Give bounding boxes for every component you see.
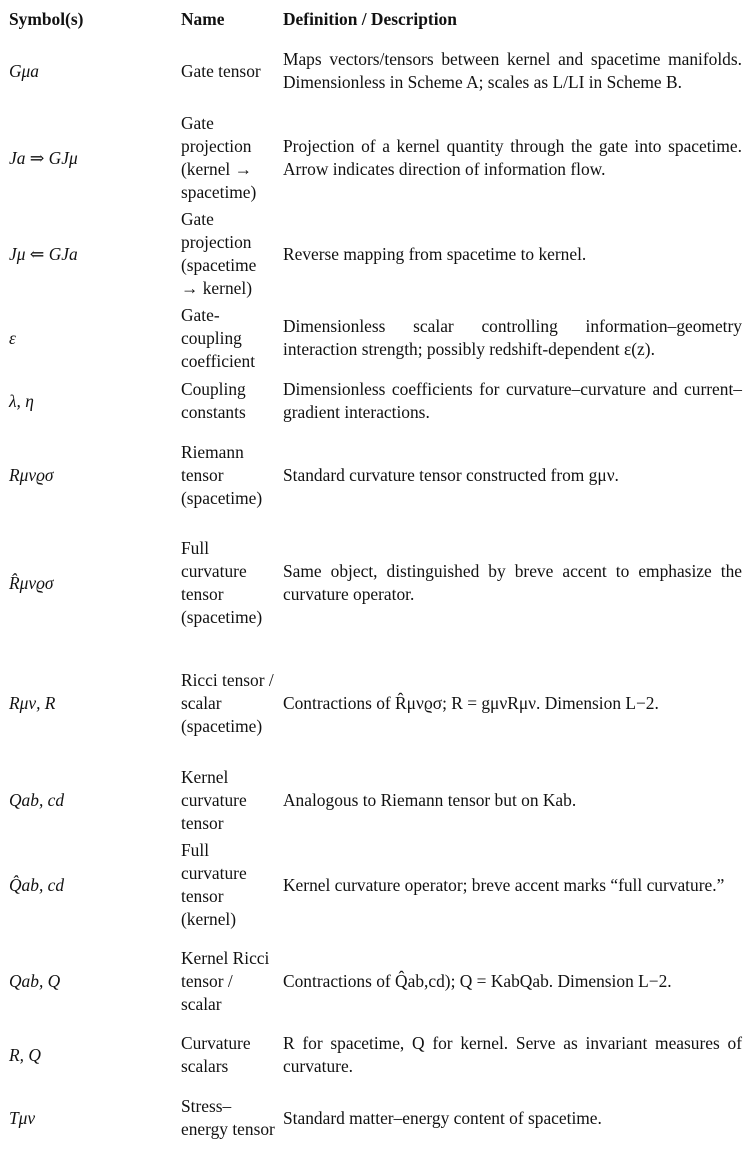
table-row (9, 763, 742, 837)
row-symbol: Rμνϱσ (9, 464, 54, 485)
row-name: Gate projection (kernel → spacetime) (181, 113, 257, 202)
header-symbol: Symbol(s) (9, 9, 84, 29)
row-definition: Dimensionless coefficients for curvature–curvature and current–gradient interactions. (283, 379, 742, 422)
row-symbol: Tμν (9, 1107, 36, 1128)
header-name: Name (181, 9, 225, 29)
row-definition: Maps vectors/tensors between kernel and spacetime manifolds. Dimensionless in Scheme A; scales as L/LI in Scheme B. (283, 49, 742, 92)
row-symbol: λ, η (9, 390, 34, 411)
table-row (9, 1081, 742, 1155)
header-definition: Definition / Description (283, 9, 457, 29)
row-symbol: Jμ ⇐ GJa (9, 243, 78, 264)
table-row (9, 933, 742, 1029)
row-name: Stress–energy tensor (181, 1096, 275, 1139)
row-symbol: ε (9, 327, 16, 348)
row-name: Curvature scalars (181, 1033, 251, 1076)
table-row (9, 523, 742, 643)
row-definition: Contractions of R̂μνϱσ; R = gμνRμν. Dimension L−2. (283, 692, 659, 713)
table-row (9, 109, 742, 207)
row-name: Kernel Ricci tensor / scalar (181, 947, 270, 1014)
row-symbol: Q̂ab, cd (9, 874, 65, 895)
row-name: Coupling constants (181, 379, 246, 422)
table-row (9, 427, 742, 523)
row-symbol: R, Q (9, 1044, 41, 1065)
table-row (9, 33, 742, 109)
row-name: Full curvature tensor (spacetime) (181, 538, 263, 627)
row-name: Full curvature tensor (kernel) (181, 840, 247, 929)
symbol-table (9, 8, 742, 1155)
table-row (9, 1029, 742, 1081)
row-name: Riemann tensor (spacetime) (181, 441, 263, 508)
row-symbol: Qab, Q (9, 970, 61, 991)
table-row (9, 207, 742, 301)
table-row (9, 301, 742, 375)
row-definition: Same object, distinguished by breve accent to emphasize the curvature operator. (283, 561, 742, 604)
row-symbol: R̂μνϱσ (9, 572, 54, 593)
row-definition: Standard matter–energy content of spacetime. (283, 1107, 602, 1128)
row-definition: Contractions of Q̂ab,cd); Q = KabQab. Dimension L−2. (283, 970, 672, 991)
row-name: Ricci tensor / scalar (spacetime) (181, 669, 274, 736)
table-header (9, 8, 742, 33)
row-name: Gate tensor (181, 60, 261, 81)
row-definition: Standard curvature tensor constructed from gμν. (283, 464, 619, 485)
row-name: Gate-coupling coefficient (181, 304, 256, 371)
row-name: Gate projection (spacetime → kernel) (181, 209, 257, 298)
table-row (9, 643, 742, 763)
row-symbol: Gμa (9, 60, 39, 81)
row-definition: Kernel curvature operator; breve accent marks “full curvature.” (283, 874, 725, 895)
row-definition: R for spacetime, Q for kernel. Serve as invariant measures of curvature. (283, 1033, 742, 1076)
row-definition: Projection of a kernel quantity through the gate into spacetime. Arrow indicates direction of information flow. (283, 136, 742, 179)
table-row (9, 837, 742, 933)
row-definition: Reverse mapping from spacetime to kernel. (283, 243, 587, 264)
row-definition: Dimensionless scalar controlling information–geometry interaction strength; possibly redshift-dependent ε(z). (283, 316, 742, 359)
row-definition: Analogous to Riemann tensor but on Kab. (283, 789, 577, 810)
table-row (9, 375, 742, 427)
row-name: Kernel curvature tensor (181, 766, 247, 833)
row-symbol: Qab, cd (9, 789, 65, 810)
row-symbol: Rμν, R (9, 692, 56, 713)
header-row (9, 8, 742, 33)
row-symbol: Ja ⇒ GJμ (9, 147, 78, 168)
